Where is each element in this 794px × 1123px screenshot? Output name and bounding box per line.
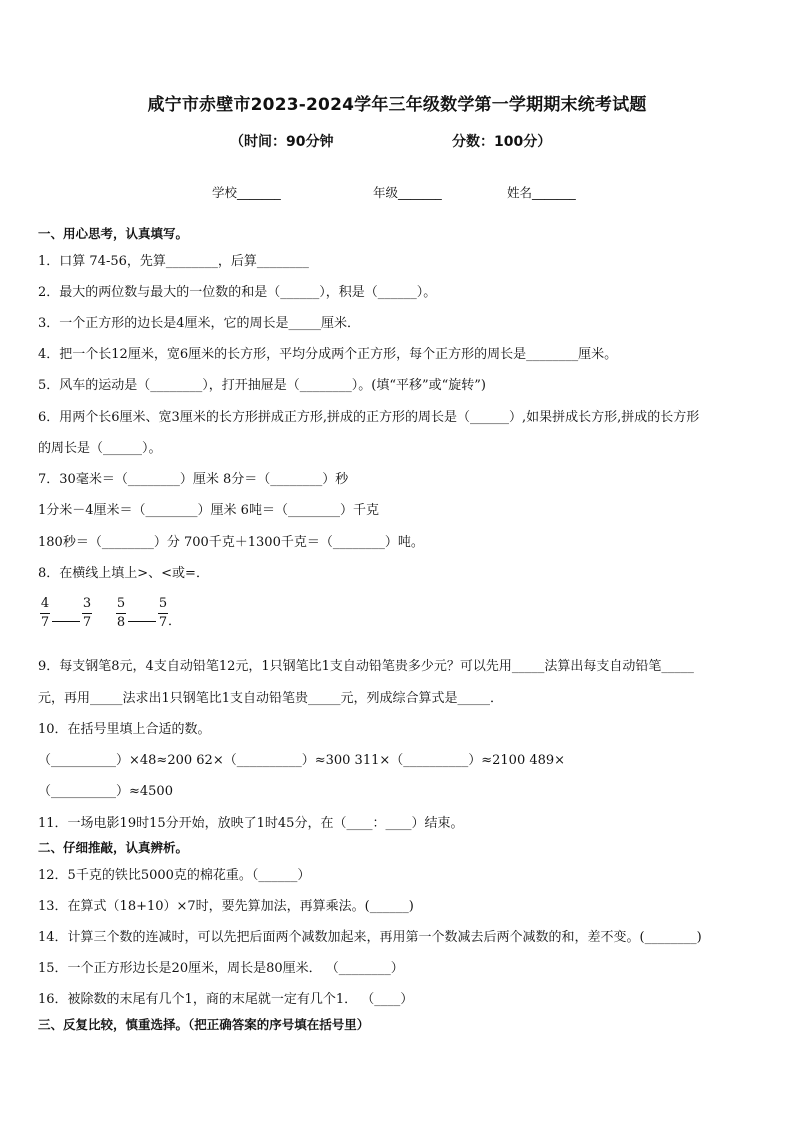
question-9-line-2: 元，再用_____法求出1只钢笔比1支自动铅笔贵_____元，列成综合算式是_____． <box>38 691 504 706</box>
fraction-bar <box>116 613 126 614</box>
numerator: 4 <box>40 596 50 611</box>
denominator: 8 <box>116 615 126 630</box>
fraction-bar <box>82 613 92 614</box>
section-2-heading: 二、仔细推敲，认真辨析。 <box>38 840 189 855</box>
question-13: 13．在算式（18+10）×7时，要先算加法，再算乘法。(______) <box>38 899 414 914</box>
answer-blank[interactable] <box>52 621 80 622</box>
fraction-3-7 <box>82 596 92 631</box>
question-4: 4．把一个长12厘米，宽6厘米的长方形，平均分成两个正方形，每个正方形的周长是________厘米。 <box>38 347 618 362</box>
answer-blank[interactable] <box>128 621 156 622</box>
question-5: 5．风车的运动是（________），打开抽屉是（________）。(填“平移”或“旋转”) <box>38 378 486 393</box>
numerator: 5 <box>158 596 168 611</box>
question-7-line-1: 7．30毫米＝（________）厘米 8分＝（________）秒 <box>38 472 349 487</box>
fraction-4-7 <box>40 596 50 631</box>
question-1: 1．口算 74-56，先算________，后算________ <box>38 254 309 269</box>
grade-field[interactable]: 年级_______ <box>373 185 442 200</box>
exam-time: （时间：90分钟 <box>230 134 334 150</box>
question-14: 14．计算三个数的连减时，可以先把后面两个减数加起来，再用第一个数减去后两个减数的和，差不变。(________) <box>38 930 702 945</box>
question-8: 8．在横线上填上>、<或=． <box>38 566 209 581</box>
section-3-heading: 三、反复比较，慎重选择。（把正确答案的序号填在括号里） <box>38 1017 370 1032</box>
fraction-comparison-row <box>40 596 181 631</box>
numerator: 5 <box>116 596 126 611</box>
exam-score: 分数：100分） <box>452 134 552 150</box>
question-7-line-2: 1分米－4厘米＝（________）厘米 6吨＝（________）千克 <box>38 503 379 518</box>
question-10-line-2: （__________）≈4500 <box>38 784 173 799</box>
denominator: 7 <box>40 615 50 630</box>
numerator: 3 <box>82 596 92 611</box>
section-1-heading: 一、用心思考，认真填写。 <box>38 226 189 241</box>
question-7-line-3: 180秒＝（________）分 700千克＋1300千克＝（________）吨。 <box>38 535 424 550</box>
question-6-line-2: 的周长是（______）。 <box>38 441 162 456</box>
question-3: 3．一个正方形的边长是4厘米，它的周长是_____厘米． <box>38 316 361 331</box>
question-10-line-1: （__________）×48≈200 62×（__________）≈300 311×（__________）≈2100 489× <box>38 753 566 768</box>
question-15: 15．一个正方形边长是20厘米，周长是80厘米． （________） <box>38 961 404 976</box>
question-12: 12．5千克的铁比5000克的棉花重。（______） <box>38 868 311 883</box>
fraction-bar <box>158 613 168 614</box>
question-6-line-1: 6．用两个长6厘米、宽3厘米的长方形拼成正方形,拼成的正方形的周长是（______）,如果拼成长方形,拼成的长方形 <box>38 410 700 425</box>
denominator: 7 <box>82 615 92 630</box>
fraction-5-8 <box>116 596 126 631</box>
school-field[interactable]: 学校_______ <box>212 185 281 200</box>
question-11: 11．一场电影19时15分开始，放映了1时45分，在（____：____）结束。 <box>38 816 464 831</box>
period: ． <box>168 614 182 629</box>
fraction-5-7 <box>158 596 168 631</box>
fraction-bar <box>40 613 50 614</box>
question-16: 16．被除数的末尾有几个1，商的末尾就一定有几个1． （____） <box>38 992 414 1007</box>
question-2: 2．最大的两位数与最大的一位数的和是（______），积是（______）。 <box>38 285 437 300</box>
page-title: 咸宁市赤壁市2023-2024学年三年级数学第一学期期末统考试题 <box>147 95 647 115</box>
denominator: 7 <box>158 615 168 630</box>
question-10: 10．在括号里填上合适的数。 <box>38 722 211 737</box>
question-9-line-1: 9．每支钢笔8元，4支自动铅笔12元，1只钢笔比1支自动铅笔贵多少元？可以先用_____法算出每支自动铅笔_____ <box>38 659 694 674</box>
name-field[interactable]: 姓名_______ <box>507 185 576 200</box>
